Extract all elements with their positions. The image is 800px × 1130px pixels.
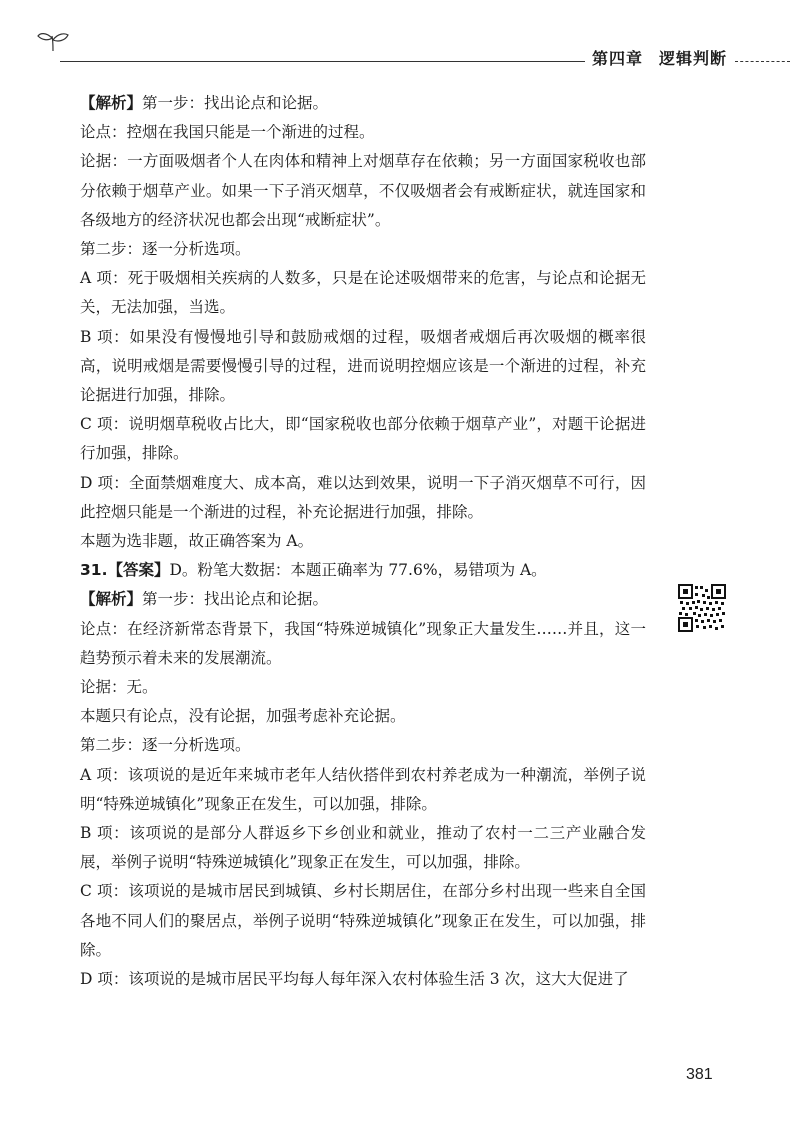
- page-header: [0, 0, 800, 80]
- paragraph: 本题为选非题，故正确答案为 A。: [80, 532, 314, 551]
- paragraph: D 项：该项说的是城市居民平均每人每年深入农村体验生活 3 次，这大大促进了: [80, 970, 629, 989]
- paragraph: C 项：说明烟草税收占比大，即“国家税收也部分依赖于烟草产业”，对题干论据进行加强，排除。: [80, 415, 646, 463]
- paragraph: A 项：该项说的是近年来城市老年人结伙搭伴到农村养老成为一种潮流，举例子说明“特殊逆城镇化”现象正在发生，可以加强，排除。: [80, 765, 646, 813]
- header-rule: [60, 61, 585, 62]
- page-number: 381: [686, 1066, 713, 1083]
- paragraph: 论据：无。: [80, 678, 158, 697]
- paragraph: 论据：一方面吸烟者个人在肉体和精神上对烟草存在依赖；另一方面国家税收也部分依赖于烟草产业。如果一下子消灭烟草，不仅吸烟者会有戒断症状，就连国家和各级地方的经济状况也都会出现“戒断症状”。: [80, 152, 646, 229]
- paragraph: 第二步：逐一分析选项。: [80, 736, 251, 755]
- header-dash-rule: [735, 61, 790, 62]
- paragraph: 本题只有论点，没有论据，加强考虑补充论据。: [80, 707, 406, 726]
- paragraph: B 项：该项说的是部分人群返乡下乡创业和就业，推动了农村一二三产业融合发展，举例子说明“特殊逆城镇化”现象正在发生，可以加强，排除。: [80, 824, 646, 872]
- leaf-icon: [36, 30, 70, 52]
- page-body: [80, 89, 646, 994]
- paragraph: 【解析】第一步：找出论点和论据。: [80, 94, 329, 112]
- paragraph: 【解析】第一步：找出论点和论据。: [80, 590, 329, 609]
- qr-code-icon[interactable]: [678, 584, 726, 632]
- answer-line: 31.【答案】D。粉笔大数据：本题正确率为 77.6%，易错项为 A。: [80, 561, 547, 580]
- paragraph: 论点：在经济新常态背景下，我国“特殊逆城镇化”现象正大量发生……并且，这一趋势预示着未来的发展潮流。: [80, 619, 646, 667]
- paragraph: B 项：如果没有慢慢地引导和鼓励戒烟的过程，吸烟者戒烟后再次吸烟的概率很高，说明戒烟是需要慢慢引导的过程，进而说明控烟应该是一个渐进的过程，补充论据进行加强，排除。: [80, 327, 646, 405]
- paragraph: 第二步：逐一分析选项。: [80, 240, 251, 259]
- paragraph: A 项：死于吸烟相关疾病的人数多，只是在论述吸烟带来的危害，与论点和论据无关，无法加强，当选。: [80, 269, 646, 317]
- chapter-title: 逻辑判断: [659, 49, 728, 68]
- paragraph: C 项：该项说的是城市居民到城镇、乡村长期居住，在部分乡村出现一些来自全国各地不同人们的聚居点，举例子说明“特殊逆城镇化”现象正在发生，可以加强，排除。: [80, 882, 646, 959]
- chapter-number: 第四章: [592, 49, 644, 68]
- paragraph: D 项：全面禁烟难度大、成本高，难以达到效果，说明一下子消灭烟草不可行，因此控烟只能是一个渐进的过程，补充论据进行加强，排除。: [80, 473, 646, 521]
- paragraph: 论点：控烟在我国只能是一个渐进的过程。: [80, 123, 375, 142]
- chapter-heading: [592, 46, 727, 69]
